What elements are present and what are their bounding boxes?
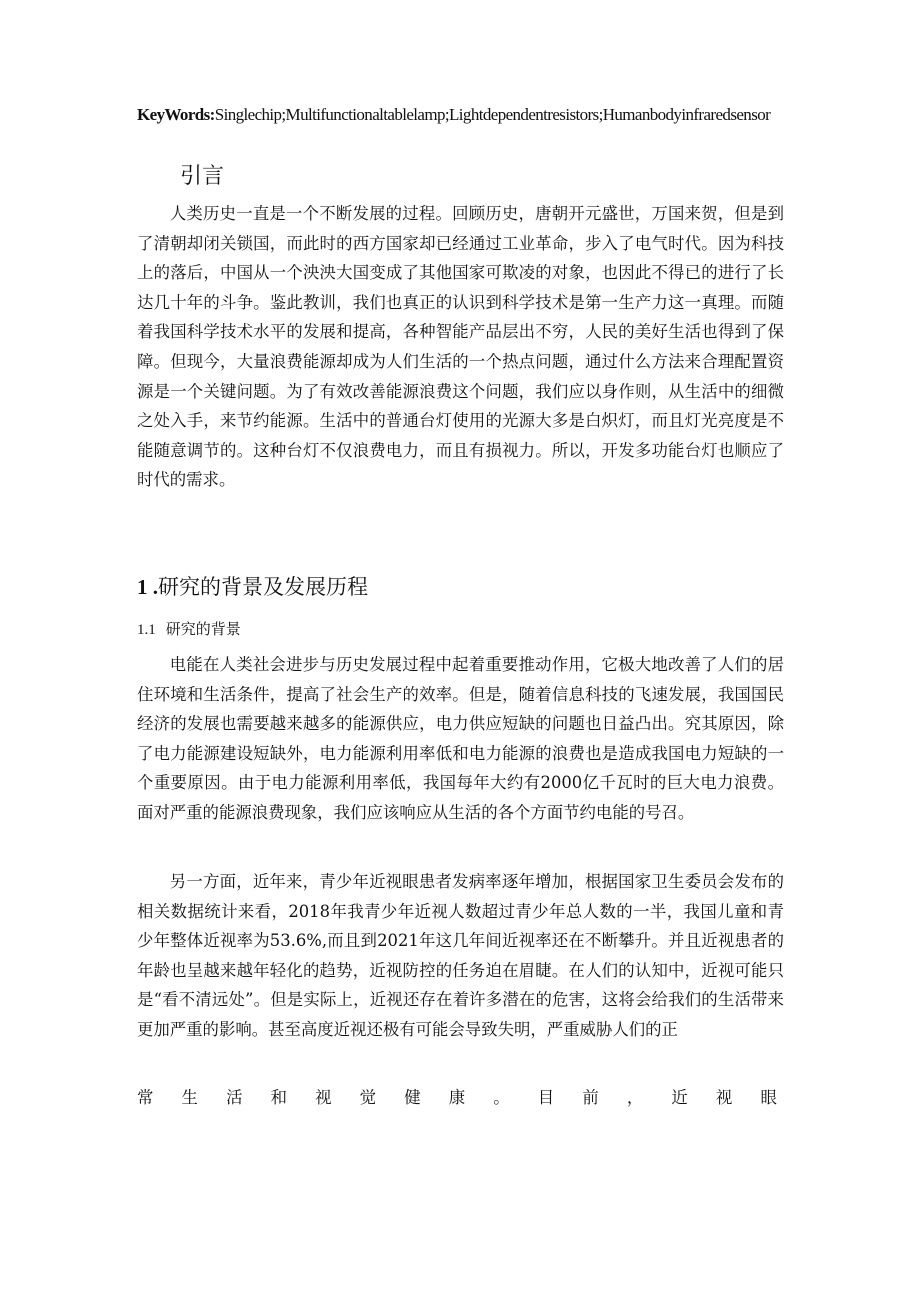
spread-char: 生	[181, 1088, 198, 1107]
intro-heading: 引言	[180, 164, 225, 189]
subsection-number: 1.1	[137, 622, 156, 638]
spread-char: 健	[404, 1088, 421, 1107]
section-heading	[137, 573, 368, 601]
justified-last-line	[137, 1083, 777, 1113]
section-title: 研究的背景及发展历程	[158, 575, 368, 599]
background-paragraph-2: 另一方面，近年来，青少年近视眼患者发病率逐年增加，根据国家卫生委员会发布的相关数据统计来看，2018年我青少年近视人数超过青少年总人数的一半，我国儿童和青少年整体近视率为53.6%,而且到2021年这几年间近视率还在不断攀升。并且近视患者的年龄也呈越来越年轻化的趋势，近视防控的任务迫在眉睫。在人们的认知中，近视可能只是“看不清远处”。但是实际上，近视还存在着许多潜在的危害，这将会给我们的生活带来更加严重的影响。甚至高度近视还极有可能会导致失明，严重威胁人们的正	[137, 872, 784, 1039]
intro-paragraph: 人类历史一直是一个不断发展的过程。回顾历史，唐朝开元盛世，万国来贺，但是到了清朝却闭关锁国，而此时的西方国家却已经通过工业革命，步入了电气时代。因为科技上的落后，中国从一个泱泱大国变成了其他国家可欺凌的对象，也因此不得已的进行了长达几十年的斗争。鉴此教训，我们也真正的认识到科学技术是第一生产力这一真理。而随着我国科学技术水平的发展和提高，各种智能产品层出不穷，人民的美好生活也得到了保障。但现今，大量浪费能源却成为人们生活的一个热点问题，通过什么方法来合理配置资源是一个关键问题。为了有效改善能源浪费这个问题，我们应以身作则，从生活中的细微之处入手，来节约能源。生活中的普通台灯使用的光源大多是白炽灯，而且灯光亮度是不能随意调节的。这种台灯不仅浪费电力，而且有损视力。所以，开发多功能台灯也顺应了时代的需求。	[137, 204, 784, 490]
spread-char: 视	[315, 1088, 332, 1107]
subsection-heading	[137, 618, 241, 641]
spread-char: 近	[671, 1088, 688, 1107]
spread-char: 目	[537, 1088, 555, 1107]
spread-char: 和	[270, 1088, 287, 1107]
spread-char: ，	[626, 1088, 644, 1107]
keywords-label: KeyWords:	[137, 105, 215, 124]
spread-char: 活	[226, 1088, 243, 1107]
subsection-title: 研究的背景	[165, 620, 241, 638]
spread-char: 觉	[359, 1088, 377, 1107]
section-number: 1 .	[137, 575, 158, 599]
spread-char: 视	[715, 1088, 733, 1107]
keywords-text: Singlechip;Multifunctionaltablelamp;Lightdependentresistors;Humanbodyinfraredsensor	[214, 105, 771, 124]
spread-char: 康	[448, 1088, 466, 1107]
spread-char: 前	[582, 1088, 599, 1107]
spread-char: 眼	[760, 1088, 777, 1107]
background-paragraph-1: 电能在人类社会进步与历史发展过程中起着重要推动作用，它极大地改善了人们的居住环境和生活条件，提高了社会生产的效率。但是，随着信息科技的飞速发展，我国国民经济的发展也需要越来越多的能源供应，电力供应短缺的问题也日益凸出。究其原因，除了电力能源建设短缺外，电力能源利用率低和电力能源的浪费也是造成我国电力短缺的一个重要原因。由于电力能源利用率低，我国每年大约有2000亿千瓦时的巨大电力浪费。面对严重的能源浪费现象，我们应该响应从生活的各个方面节约电能的号召。	[137, 655, 784, 822]
keywords-line	[137, 103, 787, 127]
spread-char: 常	[137, 1088, 154, 1107]
spread-char: 。	[493, 1088, 510, 1107]
